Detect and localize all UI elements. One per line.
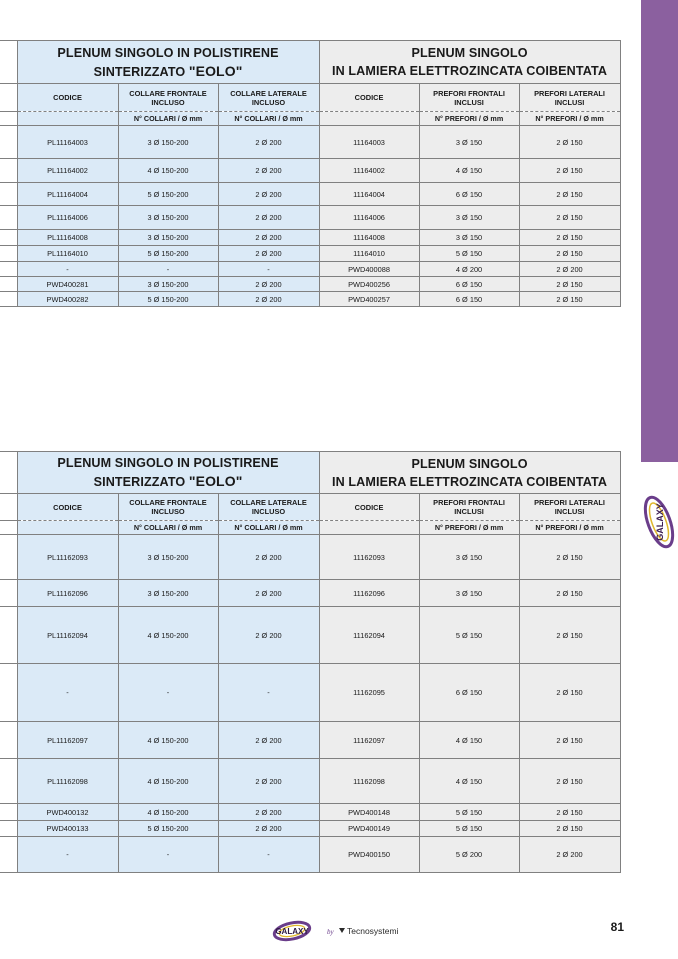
table-cell: 3 Ø 150-200 — [118, 277, 218, 292]
col-collare-frontale: COLLARE FRONTALE INCLUSO — [118, 494, 218, 521]
table-cell: 3 Ø 150 — [419, 206, 519, 230]
table-cell: PWD400149 — [319, 821, 419, 837]
footer-by: by — [327, 928, 334, 936]
table-cell: PL11164002 — [17, 159, 118, 183]
table-cell: 2 Ø 150 — [519, 759, 620, 804]
table-cell: 3 Ø 150 — [419, 230, 519, 246]
table-cell: 4 Ø 150 — [419, 159, 519, 183]
table-cell: 6 Ø 150 — [419, 292, 519, 307]
table-cell: 5 Ø 150 — [419, 821, 519, 837]
table-cell: 2 Ø 200 — [218, 206, 319, 230]
table-cell: - — [17, 837, 118, 873]
table-row — [0, 277, 620, 292]
table-cell: PL11164003 — [17, 126, 118, 159]
table-row — [0, 664, 620, 722]
table-row — [0, 804, 620, 821]
table-cell: 4 Ø 150-200 — [118, 607, 218, 664]
table-row — [0, 230, 620, 246]
table-cell: 4 Ø 150 — [419, 759, 519, 804]
table-cell: 6 Ø 150 — [419, 664, 519, 722]
unit-label: N° PREFORI / Ø mm — [519, 521, 620, 535]
table-cell: 6 Ø 150 — [419, 277, 519, 292]
table-cell: 2 Ø 150 — [519, 722, 620, 759]
table-cell: - — [218, 837, 319, 873]
table-cell: 11164003 — [319, 126, 419, 159]
right-section-title: PLENUM SINGOLO IN LAMIERA ELETTROZINCATA COIBENTATA — [319, 41, 620, 84]
table-cell: 2 Ø 150 — [519, 580, 620, 607]
table-cell: 2 Ø 150 — [519, 126, 620, 159]
table-cell: PL11162094 — [17, 607, 118, 664]
table-cell: 5 Ø 150-200 — [118, 183, 218, 206]
col-collare-laterale: COLLARE LATERALE INCLUSO — [218, 494, 319, 521]
table-cell: - — [118, 837, 218, 873]
tecnosystemi-icon — [339, 928, 345, 933]
table-cell: 2 Ø 200 — [218, 759, 319, 804]
left-section-title: PLENUM SINGOLO IN POLISTIRENE SINTERIZZATO "EOLO" — [17, 41, 319, 84]
table-cell: 11164006 — [319, 206, 419, 230]
table-cell: 2 Ø 200 — [218, 159, 319, 183]
table-cell: 2 Ø 200 — [519, 262, 620, 277]
footer-logo — [272, 916, 412, 946]
table-cell: PWD400150 — [319, 837, 419, 873]
table-cell: 2 Ø 200 — [218, 230, 319, 246]
left-section-title: PLENUM SINGOLO IN POLISTIRENE SINTERIZZATO "EOLO" — [17, 452, 319, 494]
unit-label: N° COLLARI / Ø mm — [218, 521, 319, 535]
table-cell: 2 Ø 150 — [519, 277, 620, 292]
table-cell: 2 Ø 200 — [218, 246, 319, 262]
table-cell: 3 Ø 150-200 — [118, 535, 218, 580]
table-row — [0, 126, 620, 159]
table-cell: 2 Ø 200 — [218, 580, 319, 607]
table-cell: PWD400088 — [319, 262, 419, 277]
table-cell: 2 Ø 150 — [519, 804, 620, 821]
table-cell: 2 Ø 150 — [519, 246, 620, 262]
table-cell: PL11164008 — [17, 230, 118, 246]
table-cell: 5 Ø 150-200 — [118, 292, 218, 307]
table-cell: PWD400148 — [319, 804, 419, 821]
table-row — [0, 206, 620, 230]
table-cell: 4 Ø 150-200 — [118, 804, 218, 821]
table-cell: - — [118, 262, 218, 277]
table-cell: PWD400281 — [17, 277, 118, 292]
table-cell: 11164004 — [319, 183, 419, 206]
table-row — [0, 580, 620, 607]
table-cell: 2 Ø 200 — [218, 183, 319, 206]
table-cell: 3 Ø 150-200 — [118, 206, 218, 230]
col-collare-frontale: COLLARE FRONTALE INCLUSO — [118, 84, 218, 112]
unit-label: N° PREFORI / Ø mm — [419, 112, 519, 126]
table-cell: 5 Ø 200 — [419, 837, 519, 873]
table-cell: 2 Ø 150 — [519, 664, 620, 722]
table-cell: PWD400133 — [17, 821, 118, 837]
table-cell: 3 Ø 150 — [419, 580, 519, 607]
col-prefori-frontali: PREFORI FRONTALI INCLUSI — [419, 84, 519, 112]
table-cell: PL11164006 — [17, 206, 118, 230]
table-cell: 5 Ø 150-200 — [118, 821, 218, 837]
table-cell: 11162096 — [319, 580, 419, 607]
table-row — [0, 183, 620, 206]
table-cell: PWD400257 — [319, 292, 419, 307]
unit-label: N° PREFORI / Ø mm — [419, 521, 519, 535]
table-cell: 2 Ø 150 — [519, 607, 620, 664]
table-row — [0, 535, 620, 580]
footer-company: Tecnosystemi — [347, 926, 399, 936]
table-cell: - — [118, 664, 218, 722]
table-cell: 4 Ø 200 — [419, 262, 519, 277]
table-row — [0, 722, 620, 759]
page-number: 81 — [610, 920, 624, 934]
side-logo-text: GALAXY — [655, 503, 665, 541]
unit-label: N° COLLARI / Ø mm — [118, 521, 218, 535]
table-cell: PWD400256 — [319, 277, 419, 292]
table-cell: 3 Ø 150 — [419, 535, 519, 580]
table-cell: 5 Ø 150 — [419, 246, 519, 262]
table-row — [0, 759, 620, 804]
table-row — [0, 246, 620, 262]
table-cell: 4 Ø 150-200 — [118, 722, 218, 759]
table-cell: 3 Ø 150-200 — [118, 230, 218, 246]
table-cell: 2 Ø 200 — [218, 804, 319, 821]
table-cell: 11164002 — [319, 159, 419, 183]
table-cell: 2 Ø 200 — [218, 277, 319, 292]
col-codice-left: CODICE — [17, 84, 118, 112]
table-cell: 2 Ø 200 — [519, 837, 620, 873]
col-prefori-frontali: PREFORI FRONTALI INCLUSI — [419, 494, 519, 521]
table-cell: 3 Ø 150-200 — [118, 580, 218, 607]
col-codice-right: CODICE — [319, 84, 419, 112]
right-section-title: PLENUM SINGOLO IN LAMIERA ELETTROZINCATA COIBENTATA — [319, 452, 620, 494]
table-cell: PL11162096 — [17, 580, 118, 607]
table-cell: PWD400132 — [17, 804, 118, 821]
table-cell: 11162095 — [319, 664, 419, 722]
table-cell: PL11164004 — [17, 183, 118, 206]
table-cell: 2 Ø 150 — [519, 230, 620, 246]
table-cell: 6 Ø 150 — [419, 183, 519, 206]
table-row — [0, 292, 620, 307]
table-row — [0, 262, 620, 277]
table-cell: 2 Ø 150 — [519, 535, 620, 580]
table-cell: 5 Ø 150 — [419, 607, 519, 664]
table-cell: 2 Ø 200 — [218, 821, 319, 837]
unit-label: N° COLLARI / Ø mm — [118, 112, 218, 126]
table-cell: PL11162097 — [17, 722, 118, 759]
table-cell: 3 Ø 150 — [419, 126, 519, 159]
table-cell: 11164010 — [319, 246, 419, 262]
plenum-table-eolo-1 — [0, 40, 621, 307]
footer-brand: GALAXY — [275, 927, 309, 936]
col-codice-right: CODICE — [319, 494, 419, 521]
side-tab — [641, 0, 678, 462]
table-cell: PWD400282 — [17, 292, 118, 307]
table-cell: PL11162098 — [17, 759, 118, 804]
table-cell: 2 Ø 150 — [519, 821, 620, 837]
table-row — [0, 821, 620, 837]
table-cell: 11162098 — [319, 759, 419, 804]
table-cell: PL11162093 — [17, 535, 118, 580]
table-row — [0, 607, 620, 664]
unit-label: N° COLLARI / Ø mm — [218, 112, 319, 126]
table-cell: 2 Ø 200 — [218, 535, 319, 580]
table-cell: 2 Ø 150 — [519, 292, 620, 307]
table-cell: 2 Ø 200 — [218, 126, 319, 159]
col-collare-laterale: COLLARE LATERALE INCLUSO — [218, 84, 319, 112]
table-cell: 2 Ø 200 — [218, 292, 319, 307]
table-cell: 2 Ø 200 — [218, 607, 319, 664]
table-cell: 3 Ø 150-200 — [118, 126, 218, 159]
table-cell: 2 Ø 200 — [218, 722, 319, 759]
unit-label: N° PREFORI / Ø mm — [519, 112, 620, 126]
table-cell: 4 Ø 150-200 — [118, 159, 218, 183]
table-cell: - — [17, 262, 118, 277]
table-cell: 5 Ø 150-200 — [118, 246, 218, 262]
table-cell: 2 Ø 150 — [519, 159, 620, 183]
table-cell: 11162094 — [319, 607, 419, 664]
table-cell: 4 Ø 150-200 — [118, 759, 218, 804]
table-cell: 5 Ø 150 — [419, 804, 519, 821]
table-cell: - — [218, 664, 319, 722]
table-cell: 4 Ø 150 — [419, 722, 519, 759]
table-cell: PL11164010 — [17, 246, 118, 262]
plenum-table-eolo-2 — [0, 451, 621, 873]
table-cell: 11164008 — [319, 230, 419, 246]
col-prefori-laterali: PREFORI LATERALI INCLUSI — [519, 494, 620, 521]
table-cell: 2 Ø 150 — [519, 206, 620, 230]
table-row — [0, 837, 620, 873]
table-cell: 11162093 — [319, 535, 419, 580]
col-prefori-laterali: PREFORI LATERALI INCLUSI — [519, 84, 620, 112]
table-row — [0, 159, 620, 183]
table-cell: - — [17, 664, 118, 722]
table-cell: 11162097 — [319, 722, 419, 759]
table-cell: 2 Ø 150 — [519, 183, 620, 206]
galaxy-side-logo — [641, 470, 678, 560]
table-cell: - — [218, 262, 319, 277]
col-codice-left: CODICE — [17, 494, 118, 521]
